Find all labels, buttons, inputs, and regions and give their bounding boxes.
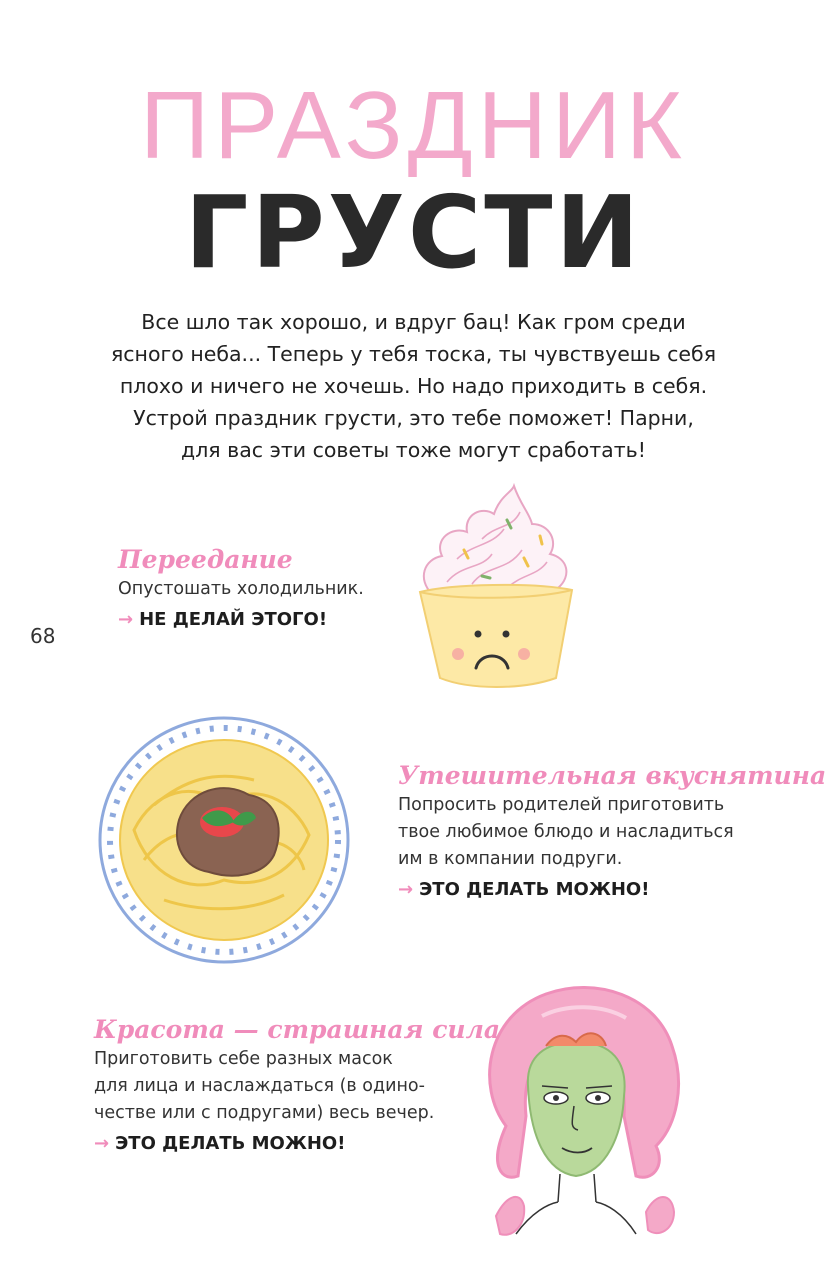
tip-verdict: [94, 1129, 500, 1159]
tip-text-line: честве или с подругами) весь вечер.: [94, 1103, 435, 1123]
tip-verdict-text: ЭТО ДЕЛАТЬ МОЖНО!: [419, 879, 650, 900]
arrow-right-icon: →: [94, 1133, 110, 1154]
tip-heading: Утешительная вкуснятина: [398, 761, 827, 790]
arrow-right-icon: →: [118, 609, 134, 630]
tip-text-line: твое любимое блюдо и насладиться: [398, 822, 734, 842]
sad-cupcake-icon: [412, 484, 582, 694]
tip-heading: Красота — страшная сила: [94, 1015, 501, 1044]
tip-text-line: Приготовить себе разных масок: [94, 1049, 393, 1069]
tip-verdict-text: НЕ ДЕЛАЙ ЭТОГО!: [139, 609, 328, 630]
tip-overeating: [118, 544, 364, 635]
tip-text-line: им в компании подруги.: [398, 849, 623, 869]
intro-line: плохо и ничего не хочешь. Но надо приходить в себя.: [119, 374, 708, 398]
intro-line: Все шло так хорошо, и вдруг бац! Как гром среди: [141, 310, 686, 334]
tip-verdict: [118, 605, 364, 635]
tip-verdict: [398, 875, 826, 905]
page-title-line-2: ГРУСТИ: [184, 174, 643, 291]
tip-heading: Переедание: [118, 545, 293, 574]
tip-text-line: Опустошать холодильник.: [118, 579, 364, 599]
arrow-right-icon: →: [398, 879, 414, 900]
tip-beauty: [94, 1014, 500, 1159]
face-mask-girl-icon: [476, 976, 686, 1244]
spaghetti-plate-icon: [94, 710, 364, 966]
page-title-line-1: ПРАЗДНИК: [140, 72, 687, 179]
intro-line: для вас эти советы тоже могут сработать!: [181, 438, 646, 462]
tip-text-line: для лица и наслаждаться (в одино-: [94, 1076, 425, 1096]
tip-comfort-food: [398, 760, 826, 905]
intro-line: ясного неба... Теперь у тебя тоска, ты чувствуешь себя: [110, 342, 717, 366]
tip-text-line: Попросить родителей приготовить: [398, 795, 725, 815]
intro-line: Устрой праздник грусти, это тебе поможет! Парни,: [133, 406, 694, 430]
intro-paragraph: [60, 306, 767, 466]
tip-verdict-text: ЭТО ДЕЛАТЬ МОЖНО!: [115, 1133, 346, 1154]
page-number: 68: [30, 624, 56, 648]
